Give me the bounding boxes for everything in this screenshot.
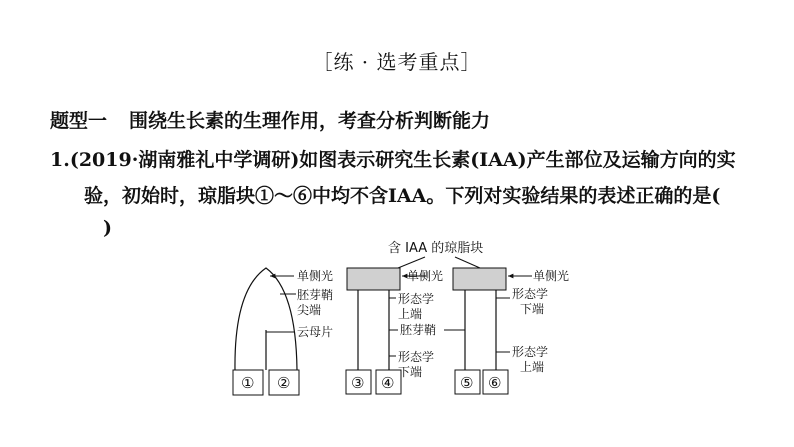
light-label-right: 单侧光 <box>533 269 570 283</box>
question-line-1: 1.(2019·湖南雅礼中学调研)如图表示研究生长素(IAA)产生部位及运输方向的实 <box>50 149 736 171</box>
coleoptile-tip-setup <box>233 268 333 395</box>
coleoptile-label: 胚芽鞘 <box>400 323 437 337</box>
light-label-left: 单侧光 <box>297 269 334 283</box>
agar-iaa-block-right <box>453 268 506 290</box>
question-line-2: 验，初始时，琼脂块①～⑥中均不含IAA。下列对实验结果的表述正确的是( <box>84 185 721 207</box>
mica-label: 云母片 <box>297 325 334 339</box>
upper-label-right-line1: 形态学 <box>512 345 549 359</box>
block-label-6: ⑥ <box>488 374 502 392</box>
question-type-label: 题型一 <box>50 110 108 132</box>
block-label-5: ⑤ <box>460 374 474 392</box>
agar-label-pointer-right <box>455 257 480 268</box>
block-label-2: ② <box>277 374 291 392</box>
lower-label-right-line2: 下端 <box>520 302 545 316</box>
lower-label-right-line1: 形态学 <box>512 287 549 301</box>
question-line-3: ) <box>103 217 112 239</box>
block-label-1: ① <box>241 374 255 392</box>
segment-inverted-setup <box>453 268 569 394</box>
tip-label-line1: 胚芽鞘 <box>297 288 334 302</box>
agar-iaa-block-middle <box>347 268 400 290</box>
question-type-text: 围绕生长素的生理作用，考查分析判断能力 <box>129 110 491 132</box>
upper-label-middle-line2: 上端 <box>398 307 423 321</box>
lower-label-middle-line2: 下端 <box>398 365 423 379</box>
upper-label-right-line2: 上端 <box>520 360 545 374</box>
light-label-middle: 单侧光 <box>407 269 444 283</box>
block-label-4: ④ <box>381 374 395 392</box>
segment-upright-setup <box>346 268 465 394</box>
upper-label-middle-line1: 形态学 <box>398 292 435 306</box>
agar-label-pointer-left <box>398 257 425 268</box>
tip-label-line2: 尖端 <box>297 303 322 317</box>
block-label-3: ③ <box>351 374 365 392</box>
agar-iaa-label: 含 IAA 的琼脂块 <box>388 241 484 256</box>
lower-label-middle-line1: 形态学 <box>398 350 435 364</box>
section-title: ［练 · 选考重点］ <box>312 50 482 74</box>
